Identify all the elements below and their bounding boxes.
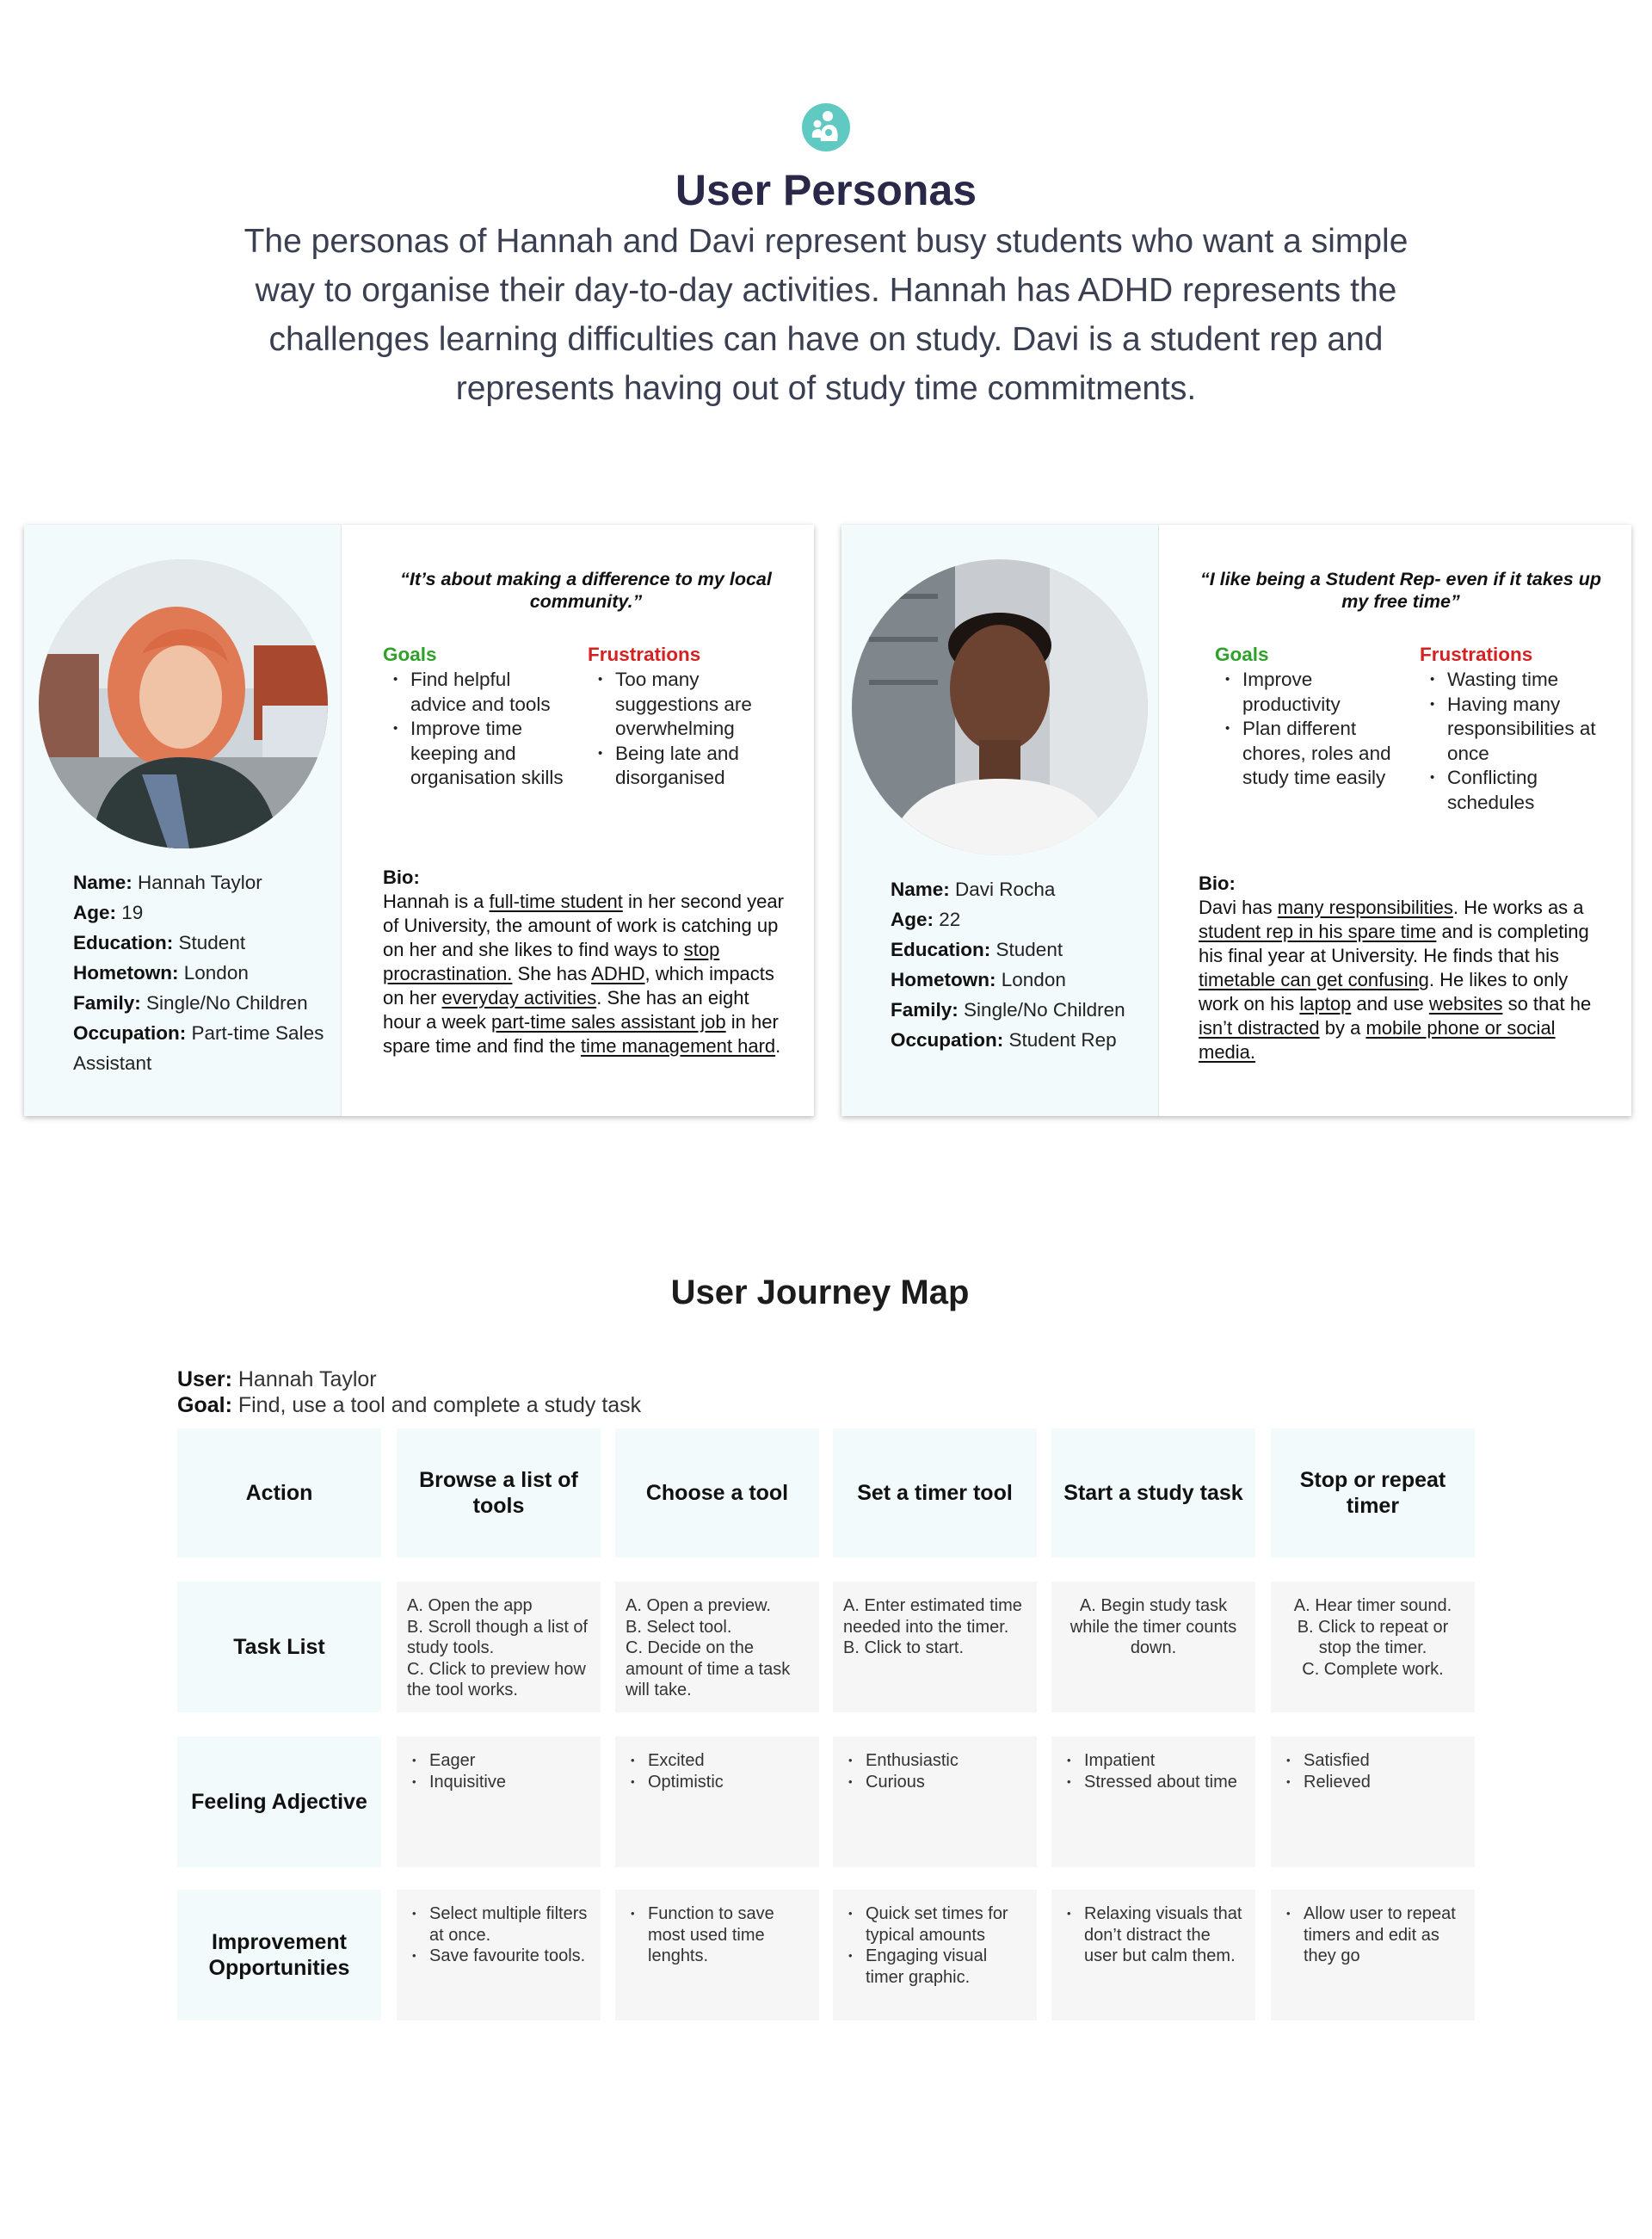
bio-highlight: ADHD xyxy=(591,963,645,984)
bio-highlight: student rep in his spare time xyxy=(1199,921,1437,942)
stage-header: Browse a list of tools xyxy=(397,1428,601,1557)
improvement-cell-list xyxy=(1281,1903,1464,1967)
bio-segment: and is completing his final year at University. He finds that his xyxy=(1199,921,1589,966)
list-item: • Quick set times for typical amounts xyxy=(843,1903,1026,1946)
list-item: • Wasting time xyxy=(1420,668,1600,693)
goals-list xyxy=(383,668,564,791)
info-family: Family: Single/No Children xyxy=(73,992,308,1014)
bio-heading: Bio: xyxy=(383,867,420,888)
stage-header: Choose a tool xyxy=(615,1428,819,1557)
frustrations-heading: Frustrations xyxy=(588,644,701,665)
feeling-cell-list xyxy=(1062,1750,1245,1792)
list-item: • Plan different chores, roles and study time easily xyxy=(1215,717,1396,791)
feeling-cell-list xyxy=(1281,1750,1464,1792)
bio-highlight: time management hard xyxy=(580,1035,776,1057)
info-family: Family: Single/No Children xyxy=(891,999,1125,1021)
bio-segment: Davi has xyxy=(1199,897,1278,918)
goals-column xyxy=(383,642,564,791)
info-age: Age: 19 xyxy=(73,902,144,923)
list-item: • Curious xyxy=(843,1772,1026,1793)
task-cell: A. Open the app B. Scroll though a list of study tools. C. Click to preview how the tool works. xyxy=(397,1582,601,1712)
bio-segment: so that he xyxy=(1502,993,1592,1015)
improvement-cell-list xyxy=(843,1903,1026,1988)
intro-text: The personas of Hannah and Davi represent busy students who want a simple way to organise their day-to-day activities. Hannah has ADHD represents the challenges learning difficulties can have on study. Davi is a student rep and represents having out of study time commitments. xyxy=(243,223,1409,407)
list-item: • Satisfied xyxy=(1281,1750,1464,1772)
bio-highlight: laptop xyxy=(1299,993,1352,1015)
row-label-task-list: Task List xyxy=(177,1582,381,1712)
list-item: • Find helpful advice and tools xyxy=(383,668,564,717)
stage-header: Set a timer tool xyxy=(833,1428,1037,1557)
bio-segment: . She has an eight hour a week xyxy=(383,987,749,1033)
bio-highlight: full-time student xyxy=(489,891,623,912)
persona-details-panel xyxy=(841,525,1159,1116)
bio-segment: by a xyxy=(1319,1017,1366,1039)
goals-heading: Goals xyxy=(1215,644,1269,665)
persona-card-hannah xyxy=(24,525,814,1116)
persona-bio xyxy=(1199,872,1603,1064)
row-label-action: Action xyxy=(177,1428,381,1557)
bio-segment: in her spare time and find the xyxy=(383,1011,779,1057)
list-item: • Optimistic xyxy=(626,1772,809,1793)
list-item: • Relaxing visuals that don’t distract the user but calm them. xyxy=(1062,1903,1245,1967)
journey-user: User: Hannah Taylor xyxy=(177,1367,377,1391)
persona-photo xyxy=(852,559,1148,855)
list-item: • Function to save most used time lenghts. xyxy=(626,1903,809,1967)
info-hometown: Hometown: London xyxy=(73,962,249,984)
info-education: Education: Student xyxy=(891,939,1063,960)
list-item: • Save favourite tools. xyxy=(407,1946,590,1967)
feeling-cell-list xyxy=(626,1750,809,1792)
improvement-cell-list xyxy=(626,1903,809,1967)
frustrations-heading: Frustrations xyxy=(1420,644,1533,665)
list-item: • Improve time keeping and organisation skills xyxy=(383,717,564,791)
feeling-cell-list xyxy=(843,1750,1026,1792)
bio-highlight: everyday activities xyxy=(441,987,597,1008)
bio-segment: Hannah is a xyxy=(383,891,490,912)
info-name: Name: Davi Rocha xyxy=(891,879,1056,900)
bio-text xyxy=(383,891,784,1057)
improvement-cell xyxy=(615,1890,819,2020)
journey-meta xyxy=(177,1366,641,1418)
improvement-cell-list xyxy=(1062,1903,1245,1967)
feeling-cell-list xyxy=(407,1750,590,1792)
list-item: • Allow user to repeat timers and edit as they go xyxy=(1281,1903,1464,1967)
bio-text xyxy=(1199,897,1591,1063)
list-item: • Inquisitive xyxy=(407,1772,590,1793)
info-occupation: Occupation: Part-time Sales Assistant xyxy=(73,1022,324,1074)
task-cell: A. Begin study task while the timer counts down. xyxy=(1051,1582,1255,1712)
stage-header: Stop or repeat timer xyxy=(1271,1428,1475,1557)
bio-highlight: stop procrastination. xyxy=(383,939,720,984)
goals-list xyxy=(1215,668,1396,791)
people-circle-icon xyxy=(802,103,850,151)
info-name: Name: Hannah Taylor xyxy=(73,872,262,893)
feeling-cell xyxy=(833,1736,1037,1867)
persona-info xyxy=(73,867,331,1078)
task-cell: A. Open a preview. B. Select tool. C. Decide on the amount of time a task will take. xyxy=(615,1582,819,1712)
list-item: • Improve productivity xyxy=(1215,668,1396,717)
journey-map-title: User Journey Map xyxy=(670,1274,970,1311)
list-item: • Relieved xyxy=(1281,1772,1464,1793)
bio-segment: , which impacts on her xyxy=(383,963,774,1008)
feeling-cell xyxy=(1271,1736,1475,1867)
list-item: • Select multiple filters at once. xyxy=(407,1903,590,1946)
bio-highlight: many responsibilities xyxy=(1277,897,1453,918)
persona-bio xyxy=(383,866,787,1058)
bio-segment: She has xyxy=(512,963,592,984)
list-item: • Being late and disorganised xyxy=(588,742,768,791)
info-occupation: Occupation: Student Rep xyxy=(891,1029,1117,1051)
list-item: • Impatient xyxy=(1062,1750,1245,1772)
bio-segment: . xyxy=(775,1035,781,1057)
info-education: Education: Student xyxy=(73,932,246,953)
bio-segment: . He likes to only work on his xyxy=(1199,969,1569,1015)
bio-highlight: websites xyxy=(1428,993,1503,1015)
list-item: • Engaging visual timer graphic. xyxy=(843,1946,1026,1988)
frustrations-list xyxy=(588,668,768,791)
info-age: Age: 22 xyxy=(891,909,961,930)
improvement-cell xyxy=(397,1890,601,2020)
list-item: • Stressed about time xyxy=(1062,1772,1245,1793)
journey-goal: Goal: Find, use a tool and complete a study task xyxy=(177,1393,642,1417)
goals-heading: Goals xyxy=(383,644,437,665)
row-label-feeling-adjective: Feeling Adjective xyxy=(177,1736,381,1867)
bio-highlight: timetable can get confusing xyxy=(1199,969,1429,990)
list-item: • Conflicting schedules xyxy=(1420,766,1600,815)
bio-heading: Bio: xyxy=(1199,873,1236,894)
persona-photo xyxy=(39,559,328,848)
persona-details-panel xyxy=(24,525,342,1116)
improvement-cell xyxy=(1271,1890,1475,2020)
page-title: User Personas xyxy=(675,166,977,214)
persona-quote: “It’s about making a difference to my local community.” xyxy=(400,569,772,612)
goals-column xyxy=(1215,642,1396,791)
feeling-cell xyxy=(615,1736,819,1867)
frustrations-column xyxy=(1420,642,1600,815)
feeling-cell xyxy=(1051,1736,1255,1867)
bio-highlight: isn’t distracted xyxy=(1199,1017,1320,1039)
bio-highlight: part-time sales assistant job xyxy=(490,1011,726,1033)
list-item: • Having many responsibilities at once xyxy=(1420,693,1600,767)
improvement-cell xyxy=(1051,1890,1255,2020)
task-cell: A. Enter estimated time needed into the timer. B. Click to start. xyxy=(833,1582,1037,1712)
list-item: • Too many suggestions are overwhelming xyxy=(588,668,768,742)
bio-segment: in her second year of University, the amount of work is catching up on her and she likes to find ways to xyxy=(383,891,784,960)
frustrations-list xyxy=(1420,668,1600,815)
stage-header: Start a study task xyxy=(1051,1428,1255,1557)
task-cell: A. Hear timer sound. B. Click to repeat or stop the timer. C. Complete work. xyxy=(1271,1582,1475,1712)
bio-segment: . He works as a xyxy=(1452,897,1584,918)
frustrations-column xyxy=(588,642,768,791)
list-item: • Excited xyxy=(626,1750,809,1772)
bio-segment: and use xyxy=(1351,993,1429,1015)
persona-info xyxy=(891,874,1125,1055)
improvement-cell-list xyxy=(407,1903,590,1967)
bio-highlight: mobile phone or social media. xyxy=(1199,1017,1556,1063)
persona-quote: “I like being a Student Rep- even if it takes up my free time” xyxy=(1200,569,1601,612)
list-item: • Enthusiastic xyxy=(843,1750,1026,1772)
list-item: • Eager xyxy=(407,1750,590,1772)
feeling-cell xyxy=(397,1736,601,1867)
info-hometown: Hometown: London xyxy=(891,969,1066,990)
persona-card-davi xyxy=(841,525,1631,1116)
row-label-improvement-opportunities: Improvement Opportunities xyxy=(177,1890,381,2020)
improvement-cell xyxy=(833,1890,1037,2020)
